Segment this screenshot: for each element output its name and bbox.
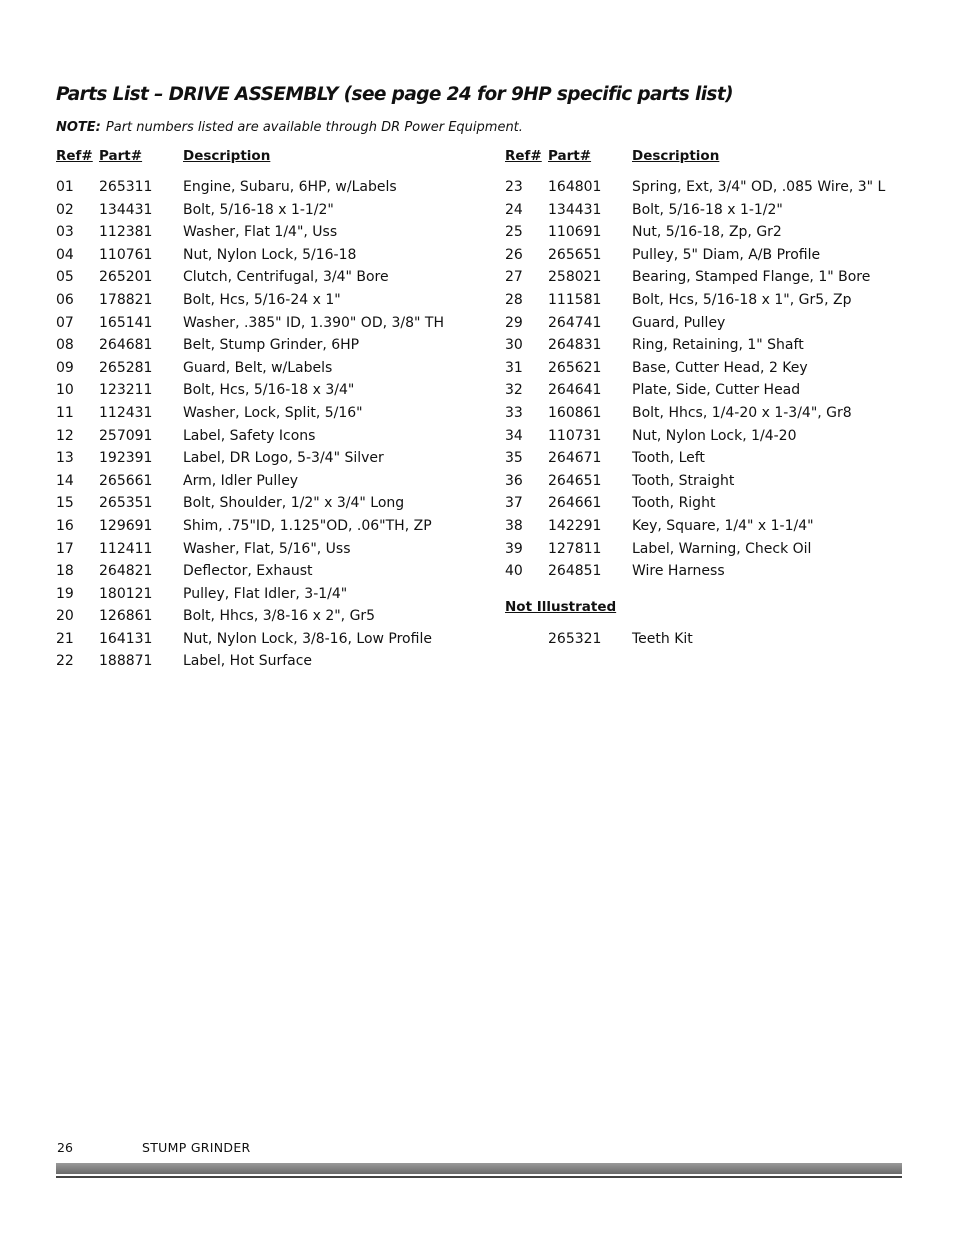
table-row	[505, 314, 726, 338]
ref-cell: 14	[56, 472, 74, 489]
ref-cell: 04	[56, 246, 74, 263]
table-row	[505, 382, 801, 405]
description-cell: Guard, Pulley	[632, 314, 726, 331]
ref-cell: 12	[56, 427, 74, 444]
description-cell: Wire Harness	[632, 563, 725, 580]
description-cell: Washer, Flat, 5/16", Uss	[183, 540, 351, 557]
ref-cell: 34	[505, 427, 523, 444]
ref-cell: 33	[505, 404, 523, 421]
page-number: 26	[57, 1140, 73, 1155]
description-cell: Washer, .385" ID, 1.390" OD, 3/8" TH	[183, 314, 445, 331]
description-cell: Base, Cutter Head, 2 Key	[632, 359, 808, 376]
description-cell: Washer, Lock, Split, 5/16"	[183, 404, 363, 421]
description-cell: Tooth, Right	[632, 495, 716, 512]
ref-cell: 02	[56, 201, 74, 218]
ref-cell: 35	[505, 450, 523, 467]
header-ref: Ref#	[505, 148, 542, 164]
ref-cell: 29	[505, 314, 523, 331]
ref-cell: 28	[505, 291, 523, 308]
part-number-cell: 126861	[99, 608, 153, 625]
ref-cell: 40	[505, 563, 523, 580]
table-row	[505, 472, 735, 496]
description-cell: Label, Warning, Check Oil	[632, 540, 812, 557]
part-number-cell: 265621	[548, 359, 602, 376]
ref-cell: 09	[56, 359, 74, 376]
part-number-cell: 264821	[99, 563, 153, 580]
footer-rule	[56, 1176, 902, 1178]
part-number-cell: 264741	[548, 314, 602, 331]
ref-cell: 08	[56, 337, 74, 354]
description-cell: Bolt, Hhcs, 3/8-16 x 2", Gr5	[183, 608, 376, 625]
description-cell: Shim, .75"ID, 1.125"OD, .06"TH, ZP	[183, 517, 432, 534]
table-row	[505, 427, 797, 451]
ref-cell: 06	[56, 291, 74, 308]
description-cell: Bolt, Hcs, 5/16-18 x 1", Gr5, Zp	[632, 291, 852, 308]
description-cell: Ring, Retaining, 1" Shaft	[632, 337, 804, 354]
note-text: Part numbers listed are available through DR Power Equipment.	[105, 120, 523, 135]
description-cell: Label, Hot Surface	[183, 653, 313, 670]
part-number-cell: 112431	[99, 404, 153, 421]
part-number-cell: 264661	[548, 495, 602, 512]
header-description: Description	[632, 148, 720, 164]
ref-cell: 22	[56, 653, 74, 670]
description-cell: Engine, Subaru, 6HP, w/Labels	[183, 179, 397, 195]
part-number-cell: 180121	[99, 585, 153, 602]
ref-cell: 11	[56, 404, 74, 421]
description-cell: Belt, Stump Grinder, 6HP	[183, 337, 360, 354]
header-ref: Ref#	[56, 148, 93, 164]
header-description: Description	[183, 148, 271, 164]
part-number-cell: 257091	[99, 427, 153, 444]
ref-cell: 39	[505, 540, 523, 557]
note-label: NOTE:	[56, 120, 101, 135]
ref-cell: 26	[505, 246, 523, 263]
description-cell: Bolt, Hhcs, 1/4-20 x 1-3/4", Gr8	[632, 404, 852, 421]
part-number-cell: 188871	[99, 653, 153, 670]
header-part: Part#	[548, 148, 592, 164]
ref-cell: 19	[56, 585, 74, 602]
part-number-cell: 178821	[99, 291, 153, 308]
description-cell: Washer, Flat 1/4", Uss	[183, 224, 338, 241]
part-number-cell: 127811	[548, 540, 602, 557]
part-number-cell: 112411	[99, 540, 153, 557]
part-number-cell: 265311	[99, 179, 153, 195]
description-cell: Bearing, Stamped Flange, 1" Bore	[632, 269, 871, 286]
table-row	[505, 246, 821, 270]
part-number-cell: 264641	[548, 382, 602, 399]
part-number-cell: 129691	[99, 517, 153, 534]
description-cell: Tooth, Straight	[632, 472, 735, 489]
description-cell: Deflector, Exhaust	[183, 563, 313, 580]
not-illustrated-heading: Not Illustrated	[505, 598, 617, 615]
description-cell: Pulley, 5" Diam, A/B Profile	[632, 246, 821, 263]
part-number-cell: 164131	[99, 630, 153, 647]
ref-cell: 38	[505, 517, 523, 534]
part-number-cell: 134431	[548, 201, 602, 218]
ref-cell: 37	[505, 495, 523, 512]
parts-rows-right	[505, 179, 886, 586]
table-row	[505, 450, 705, 473]
description-cell: Teeth Kit	[632, 630, 693, 647]
part-number-cell: 110761	[99, 246, 153, 263]
ref-cell: 30	[505, 337, 523, 354]
part-number-cell: 160861	[548, 404, 602, 421]
description-cell: Clutch, Centrifugal, 3/4" Bore	[183, 269, 389, 286]
ref-cell: 10	[56, 382, 74, 399]
part-number-cell: 165141	[99, 314, 153, 331]
table-row	[505, 495, 716, 518]
part-number-cell: 134431	[99, 201, 153, 218]
table-row	[505, 224, 782, 247]
description-cell: Label, Safety Icons	[183, 427, 316, 444]
ref-cell: 23	[505, 179, 523, 195]
ref-cell: 36	[505, 472, 523, 489]
part-number-cell: 110731	[548, 427, 602, 444]
table-row	[505, 201, 783, 225]
description-cell: Key, Square, 1/4" x 1-1/4"	[632, 517, 814, 534]
description-cell: Plate, Side, Cutter Head	[632, 382, 801, 399]
description-cell: Tooth, Left	[632, 450, 705, 467]
table-row	[505, 540, 812, 564]
table-row	[505, 359, 808, 383]
part-number-cell: 265661	[99, 472, 153, 489]
part-number-cell: 192391	[99, 450, 153, 467]
header-part: Part#	[99, 148, 143, 164]
description-cell: Bolt, Hcs, 5/16-18 x 3/4"	[183, 382, 355, 399]
table-row	[505, 269, 871, 292]
part-number-cell: 265201	[99, 269, 153, 286]
part-number-cell: 264851	[548, 563, 602, 580]
footer-title: STUMP GRINDER	[142, 1140, 251, 1155]
description-cell: Nut, Nylon Lock, 3/8-16, Low Profile	[183, 630, 432, 647]
part-number-cell: 264651	[548, 472, 602, 489]
table-row	[505, 291, 852, 315]
ref-cell: 13	[56, 450, 74, 467]
table-row	[505, 630, 693, 654]
ref-cell: 07	[56, 314, 74, 331]
part-number-cell: 111581	[548, 291, 602, 308]
footer-bar	[56, 1163, 902, 1174]
part-number-cell: 265321	[548, 630, 602, 647]
table-row	[505, 179, 886, 202]
ref-cell: 32	[505, 382, 523, 399]
ref-cell: 25	[505, 224, 523, 241]
part-number-cell: 265651	[548, 246, 602, 263]
description-cell: Spring, Ext, 3/4" OD, .085 Wire, 3" L	[632, 179, 886, 195]
part-number-cell: 264681	[99, 337, 153, 354]
parts-table-right	[505, 148, 886, 653]
description-cell: Bolt, 5/16-18 x 1-1/2"	[632, 201, 783, 218]
table-row	[505, 563, 725, 586]
description-cell: Nut, Nylon Lock, 5/16-18	[183, 246, 357, 263]
ref-cell: 05	[56, 269, 74, 286]
part-number-cell: 265281	[99, 359, 153, 376]
part-number-cell: 142291	[548, 517, 602, 534]
description-cell: Pulley, Flat Idler, 3-1/4"	[183, 585, 348, 602]
ref-cell: 21	[56, 630, 74, 647]
ref-cell: 15	[56, 495, 74, 512]
description-cell: Bolt, Hcs, 5/16-24 x 1"	[183, 291, 341, 308]
description-cell: Arm, Idler Pulley	[183, 472, 299, 489]
ref-cell: 24	[505, 201, 523, 218]
ref-cell: 03	[56, 224, 74, 241]
page-title: Parts List – DRIVE ASSEMBLY (see page 24 for 9HP specific parts list)	[56, 84, 733, 105]
ref-cell: 31	[505, 359, 523, 376]
part-number-cell: 112381	[99, 224, 153, 241]
description-cell: Nut, 5/16-18, Zp, Gr2	[632, 224, 782, 241]
description-cell: Nut, Nylon Lock, 1/4-20	[632, 427, 797, 444]
part-number-cell: 264831	[548, 337, 602, 354]
table-header	[505, 148, 720, 170]
table-row	[505, 517, 814, 541]
part-number-cell: 110691	[548, 224, 602, 241]
ref-cell: 16	[56, 517, 74, 534]
part-number-cell: 264671	[548, 450, 602, 467]
description-cell: Bolt, 5/16-18 x 1-1/2"	[183, 201, 334, 218]
ref-cell: 27	[505, 269, 523, 286]
description-cell: Bolt, Shoulder, 1/2" x 3/4" Long	[183, 495, 405, 512]
table-row	[505, 337, 804, 360]
table-row	[505, 404, 852, 428]
part-number-cell: 123211	[99, 382, 153, 399]
ref-cell: 18	[56, 563, 74, 580]
part-number-cell: 164801	[548, 179, 602, 195]
part-number-cell: 258021	[548, 269, 602, 286]
ref-cell: 01	[56, 179, 74, 195]
ref-cell: 17	[56, 540, 74, 557]
ref-cell: 20	[56, 608, 74, 625]
not-illustrated-rows	[505, 630, 693, 654]
description-cell: Guard, Belt, w/Labels	[183, 359, 333, 376]
note	[56, 120, 523, 135]
part-number-cell: 265351	[99, 495, 153, 512]
description-cell: Label, DR Logo, 5-3/4" Silver	[183, 450, 384, 467]
